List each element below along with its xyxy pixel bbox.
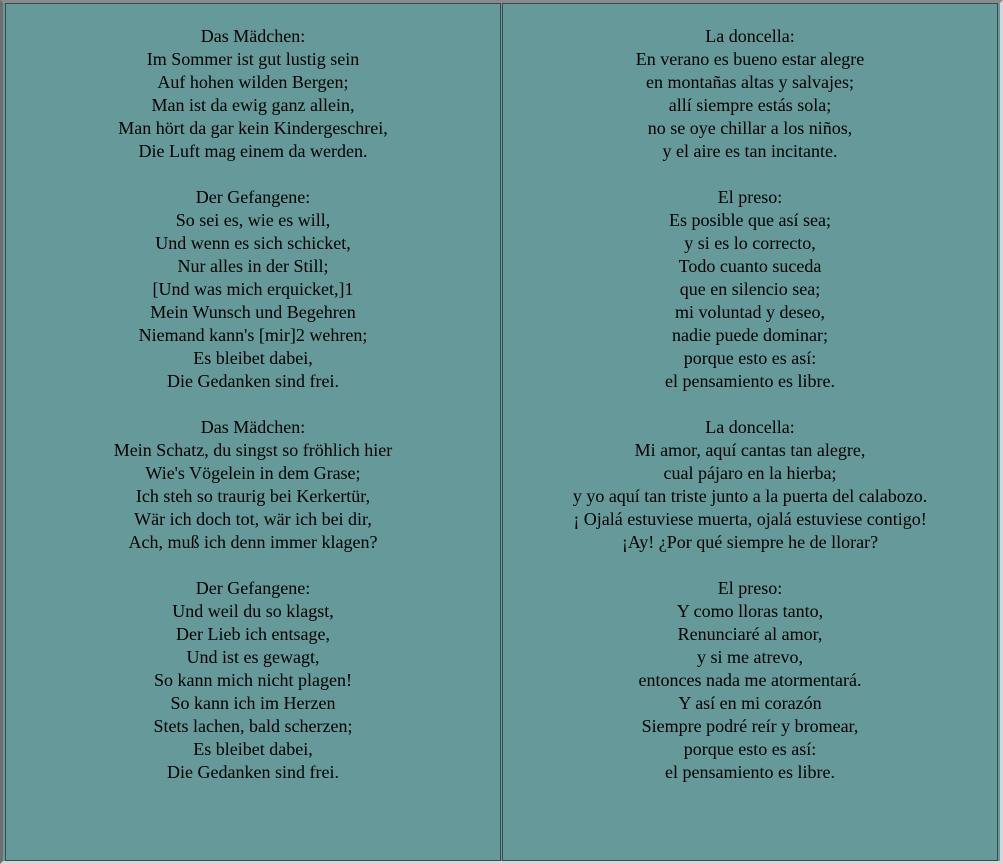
verse-line: y el aire es tan incitante. — [662, 141, 838, 161]
verse-line: Wie's Vögelein in dem Grase; — [145, 463, 361, 483]
verse-line: porque esto es así: — [683, 348, 817, 368]
verse-line: cual pájaro en la hierba; — [663, 463, 837, 483]
verse-line: Es bleibet dabei, — [193, 739, 313, 759]
german-stanza — [6, 577, 500, 784]
verse-line: no se oye chillar a los niños, — [647, 118, 853, 138]
verse-line: Man ist da ewig ganz allein, — [151, 95, 355, 115]
verse-line: Stets lachen, bald scherzen; — [153, 716, 353, 736]
speaker-label: La doncella: — [705, 417, 795, 437]
verse-line: que en silencio sea; — [679, 279, 821, 299]
verse-line: Ich steh so traurig bei Kerkertür, — [135, 486, 371, 506]
verse-line: mi voluntad y deseo, — [675, 302, 825, 322]
verse-line: Nur alles in der Still; — [177, 256, 329, 276]
speaker-label: El preso: — [717, 578, 783, 598]
verse-line: Und ist es gewagt, — [186, 647, 320, 667]
verse-line: Y como lloras tanto, — [676, 601, 824, 621]
verse-line: Die Gedanken sind frei. — [167, 371, 339, 391]
verse-line: Auf hohen wilden Bergen; — [157, 72, 349, 92]
german-stanza — [6, 25, 500, 163]
verse-line: Es bleibet dabei, — [193, 348, 313, 368]
verse-line: Die Gedanken sind frei. — [167, 762, 339, 782]
spanish-stanza — [503, 577, 997, 784]
verse-line: allí siempre estás sola; — [668, 95, 832, 115]
verse-line: Und weil du so klagst, — [172, 601, 334, 621]
verse-line: ¡Ay! ¿Por qué siempre he de llorar? — [621, 532, 879, 552]
spanish-stanza — [503, 186, 997, 393]
verse-line: Todo cuanto suceda — [678, 256, 822, 276]
verse-line: Niemand kann's [mir]2 wehren; — [138, 325, 368, 345]
verse-line: En verano es bueno estar alegre — [635, 49, 865, 69]
verse-line: Mi amor, aquí cantas tan alegre, — [634, 440, 866, 460]
verse-line: Renunciaré al amor, — [677, 624, 823, 644]
german-stanza — [6, 186, 500, 393]
verse-line: Mein Wunsch und Begehren — [150, 302, 356, 322]
verse-line: Im Sommer ist gut lustig sein — [146, 49, 360, 69]
verse-line: So kann mich nicht plagen! — [154, 670, 352, 690]
verse-line: [Und was mich erquicket,]1 — [152, 279, 354, 299]
verse-line: y si me atrevo, — [697, 647, 803, 667]
spanish-stanza — [503, 25, 997, 163]
speaker-label: Der Gefangene: — [195, 187, 311, 207]
verse-line: el pensamiento es libre. — [665, 371, 835, 391]
verse-line: el pensamiento es libre. — [665, 762, 835, 782]
verse-line: ¡ Ojalá estuviese muerta, ojalá estuviese contigo! — [573, 509, 927, 529]
verse-line: Man hört da gar kein Kindergeschrei, — [118, 118, 388, 138]
verse-line: porque esto es así: — [683, 739, 817, 759]
spanish-stanza — [503, 416, 997, 554]
verse-line: y yo aquí tan triste junto a la puerta del calabozo. — [572, 486, 928, 506]
verse-line: Die Luft mag einem da werden. — [138, 141, 368, 161]
verse-line: Und wenn es sich schicket, — [155, 233, 351, 253]
speaker-label: Das Mädchen: — [200, 417, 306, 437]
speaker-label: Der Gefangene: — [195, 578, 311, 598]
german-column — [5, 3, 501, 861]
speaker-label: Das Mädchen: — [200, 26, 306, 46]
german-stanza — [6, 416, 500, 554]
verse-line: Der Lieb ich entsage, — [176, 624, 330, 644]
verse-line: Wär ich doch tot, wär ich bei dir, — [134, 509, 372, 529]
verse-line: Es posible que así sea; — [669, 210, 831, 230]
verse-line: y si es lo correcto, — [684, 233, 816, 253]
verse-line: entonces nada me atormentará. — [638, 670, 862, 690]
verse-line: Mein Schatz, du singst so fröhlich hier — [113, 440, 393, 460]
verse-line: So kann ich im Herzen — [170, 693, 336, 713]
verse-line: nadie puede dominar; — [672, 325, 828, 345]
verse-line: So sei es, wie es will, — [175, 210, 331, 230]
verse-line: Siempre podré reír y bromear, — [641, 716, 859, 736]
verse-line: Ach, muß ich denn immer klagen? — [128, 532, 378, 552]
spanish-column — [502, 3, 998, 861]
speaker-label: El preso: — [717, 187, 783, 207]
verse-line: Y así en mi corazón — [678, 693, 822, 713]
verse-line: en montañas altas y salvajes; — [646, 72, 854, 92]
speaker-label: La doncella: — [705, 26, 795, 46]
